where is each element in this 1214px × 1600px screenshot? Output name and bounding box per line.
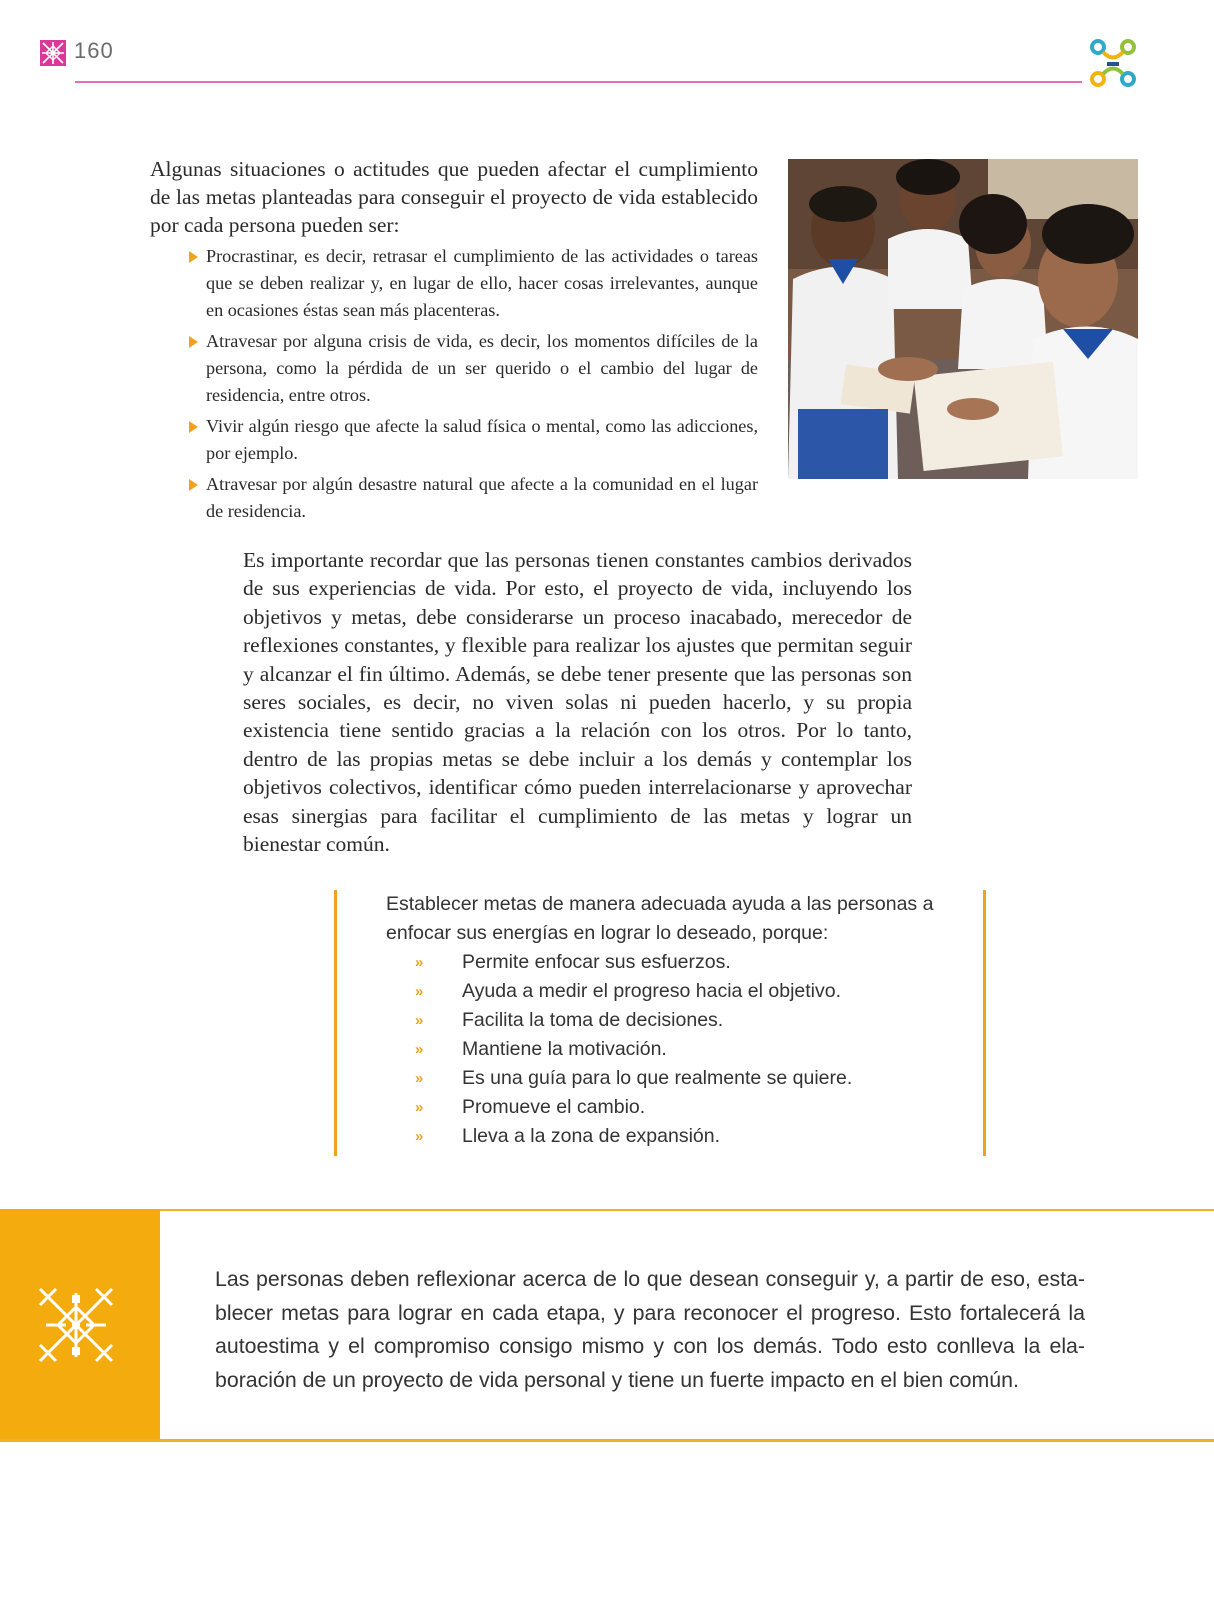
list-item-text: Es una guía para lo que realmente se quiere. bbox=[462, 1067, 853, 1089]
chevron-bullet-icon: » bbox=[415, 983, 424, 1000]
list-item-text: Atravesar por algún desastre natural que afecte a la comunidad en el lugar de residencia. bbox=[206, 474, 758, 521]
list-item bbox=[386, 948, 946, 977]
list-item-text: Procrastinar, es decir, retrasar el cumplimiento de las actividades o tareas que se deben realizar y, en lugar de ello, hacer cosas irrelevantes, aunque en ocasiones éstas sean más placenteras. bbox=[206, 246, 758, 320]
list-item bbox=[386, 1064, 946, 1093]
goals-box bbox=[334, 890, 986, 1156]
reflection-text: Las personas deben reflexionar acerca de lo que desean conseguir y, a partir de eso, establecer metas para lograr en cada etapa, y para reconocer el progreso. Esto fortalecerá la autoestima y el compromiso consigo mismo y con los demás. Todo esto conlleva la elaboración de un proyecto de vida personal y tiene un fuerte impacto en el bien común. bbox=[215, 1267, 1085, 1392]
goals-intro: Establecer metas de manera adecuada ayuda a las personas a enfocar sus energías en lograr lo deseado, porque: bbox=[386, 893, 934, 944]
chevron-bullet-icon: » bbox=[415, 1012, 424, 1029]
list-item-text: Promueve el cambio. bbox=[462, 1096, 646, 1118]
header-rule bbox=[75, 81, 1082, 83]
intro-paragraph: Algunas situaciones o actitudes que pueden afectar el cumplimiento de las metas planteadas para conseguir el proyecto de vida establecido por cada persona pueden ser: bbox=[150, 157, 758, 237]
triangle-bullet-icon bbox=[189, 479, 198, 491]
reflection-band bbox=[0, 1209, 1214, 1442]
list-item bbox=[206, 471, 758, 525]
list-item-text: Ayuda a medir el progreso hacia el objetivo. bbox=[462, 980, 842, 1002]
pattern-icon bbox=[40, 40, 66, 66]
goals-list bbox=[386, 948, 946, 1151]
box-rule-right bbox=[983, 890, 986, 1156]
band-color-block bbox=[0, 1209, 160, 1442]
list-item bbox=[386, 977, 946, 1006]
chevron-bullet-icon: » bbox=[415, 1041, 424, 1058]
list-item bbox=[386, 1093, 946, 1122]
triangle-bullet-icon bbox=[189, 421, 198, 433]
main-paragraph: Es importante recordar que las personas tienen constantes cambios derivados de sus experiencias de vida. Por esto, el proyecto de vida, incluyendo los objetivos y metas, debe considerarse un proceso inacabado, merecedor de reflexiones constantes, y flexible para realizar los ajustes que permitan seguir y alcanzar el fin último. Además, se debe tener presente que las personas son seres sociales, es decir, no viven solas ni pueden hacerlo, y su propia existencia tiene sentido gracias a la relación con los otros. Por lo tanto, dentro de las propias metas se debe incluir a los demás y contemplar los objetivos colectivos, identificar cómo pueden interrelacionarse y aprovechar esas sinergias para facilitar el cumplimiento de las metas y lograr un bienestar común. bbox=[243, 548, 912, 857]
students-photo bbox=[788, 159, 1138, 479]
chevron-bullet-icon: » bbox=[415, 1128, 424, 1145]
chevron-bullet-icon: » bbox=[415, 1099, 424, 1116]
list-item-text: Permite enfocar sus esfuerzos. bbox=[462, 951, 731, 973]
list-item-text: Atravesar por alguna crisis de vida, es decir, los momentos difíciles de la persona, como la pérdida de un ser querido o el cambio del lugar de residencia, entre otros. bbox=[206, 331, 758, 405]
band-rule-top bbox=[0, 1209, 1214, 1211]
chevron-bullet-icon: » bbox=[415, 1070, 424, 1087]
box-rule-left bbox=[334, 890, 337, 1156]
list-item bbox=[206, 328, 758, 409]
list-item-text: Vivir algún riesgo que afecte la salud física o mental, como las adicciones, por ejemplo. bbox=[206, 416, 758, 463]
list-item-text: Facilita la toma de decisiones. bbox=[462, 1009, 724, 1031]
chevron-bullet-icon: » bbox=[415, 954, 424, 971]
list-item bbox=[206, 413, 758, 467]
risk-list bbox=[150, 243, 758, 525]
list-item bbox=[386, 1035, 946, 1064]
list-item bbox=[206, 243, 758, 324]
list-item-text: Lleva a la zona de expansión. bbox=[462, 1125, 721, 1147]
list-item bbox=[386, 1006, 946, 1035]
page-number: 160 bbox=[74, 38, 114, 63]
series-logo-icon bbox=[1089, 38, 1137, 88]
list-item-text: Mantiene la motivación. bbox=[462, 1038, 667, 1060]
intro-section bbox=[150, 155, 758, 529]
band-rule-bottom bbox=[0, 1439, 1214, 1442]
textile-pattern-icon bbox=[36, 1285, 116, 1365]
list-item bbox=[386, 1122, 946, 1151]
triangle-bullet-icon bbox=[189, 251, 198, 263]
triangle-bullet-icon bbox=[189, 336, 198, 348]
